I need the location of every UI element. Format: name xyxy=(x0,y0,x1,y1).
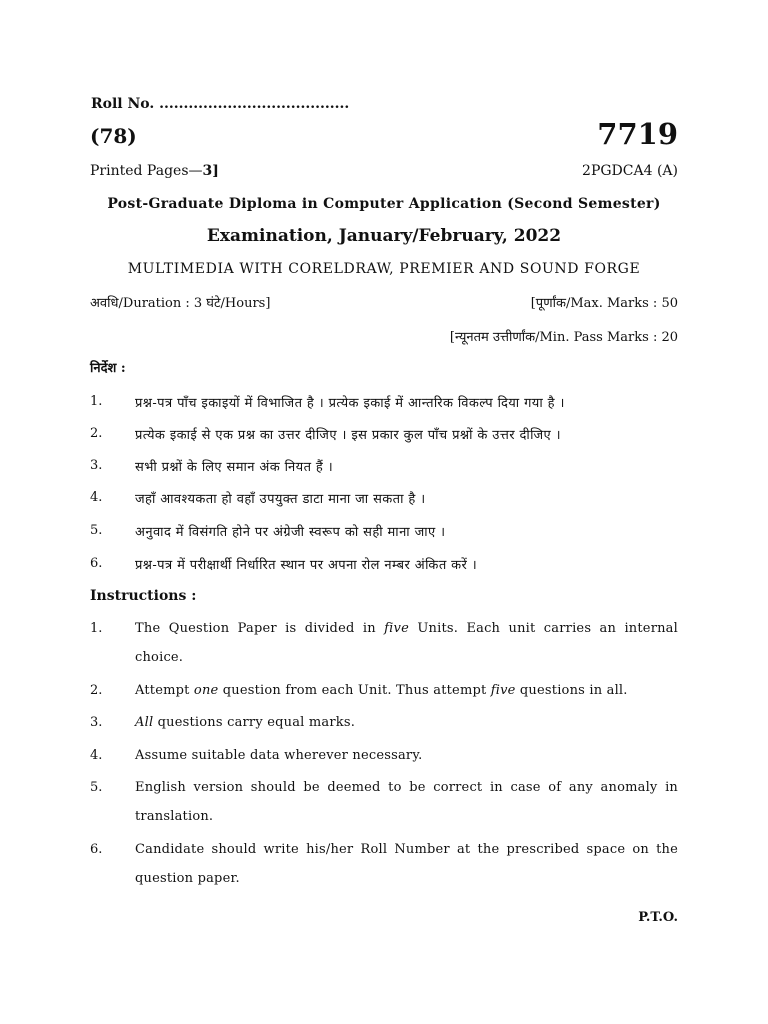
printed-pages-label: Printed Pages— xyxy=(90,163,203,179)
left-code: (78) xyxy=(90,124,137,148)
printed-pages xyxy=(90,163,219,179)
instruction-text: Attempt one question from each Unit. Thus attempt five questions in all. xyxy=(135,683,628,698)
pto-label: P.T.O. xyxy=(638,910,678,925)
max-marks: [पूर्णांक/Max. Marks : 50 xyxy=(530,296,678,311)
instruction-number: 2. xyxy=(90,683,103,698)
english-instructions-heading: Instructions : xyxy=(90,588,197,604)
emphasis: five xyxy=(384,621,409,636)
hindi-item-number: 3. xyxy=(90,458,103,473)
instruction-text: English version should be deemed to be correct in case of any anomaly in translation. xyxy=(135,780,678,824)
hindi-item-number: 5. xyxy=(90,523,103,538)
emphasis: five xyxy=(490,683,516,698)
paper-code: 2PGDCA4 (A) xyxy=(582,163,678,179)
emphasis: All xyxy=(135,715,154,730)
hindi-item-number: 1. xyxy=(90,394,103,409)
instruction-number: 1. xyxy=(90,621,103,636)
instruction-number: 5. xyxy=(90,780,103,795)
course-title: Post-Graduate Diploma in Computer Application (Second Semester) xyxy=(107,196,661,212)
subject-title: MULTIMEDIA WITH CORELDRAW, PREMIER AND SOUND FORGE xyxy=(127,261,641,277)
hindi-item-number: 4. xyxy=(90,490,103,505)
instruction-text: Candidate should write his/her Roll Number at the prescribed space on the question paper. xyxy=(135,842,678,886)
hindi-item-text: जहाँ आवश्यकता हो वहाँ उपयुक्त डाटा माना जा सकता है । xyxy=(135,492,426,507)
instruction-text: The Question Paper is divided in five Units. Each unit carries an internal choice. xyxy=(135,621,678,665)
roll-no-field: Roll No. ....................................... xyxy=(91,96,350,112)
hindi-item-text: प्रश्न-पत्र में परीक्षार्थी निर्धारित स्थान पर अपना रोल नम्बर अंकित करें । xyxy=(135,558,478,573)
exam-title: Examination, January/February, 2022 xyxy=(206,226,562,246)
instruction-number: 6. xyxy=(90,842,103,857)
hindi-instructions-heading: निर्देश : xyxy=(90,361,126,376)
hindi-item-number: 6. xyxy=(90,556,103,571)
instruction-number: 4. xyxy=(90,748,103,763)
hindi-item-text: प्रत्येक इकाई से एक प्रश्न का उत्तर दीजिए । इस प्रकार कुल पाँच प्रश्नों के उत्तर दीजिए । xyxy=(135,428,561,443)
pass-marks: [न्यूनतम उत्तीर्णांक/Min. Pass Marks : 20 xyxy=(449,330,678,345)
instruction-number: 3. xyxy=(90,715,103,730)
instruction-text: All questions carry equal marks. xyxy=(135,715,356,730)
hindi-item-text: प्रश्न-पत्र पाँच इकाइयों में विभाजित है । प्रत्येक इकाई में आन्तरिक विकल्प दिया गया है । xyxy=(135,396,565,411)
emphasis: one xyxy=(193,683,219,698)
hindi-item-number: 2. xyxy=(90,426,103,441)
instruction-text: Assume suitable data wherever necessary. xyxy=(135,748,423,763)
hindi-item-text: सभी प्रश्नों के लिए समान अंक नियत हैं । xyxy=(135,460,334,475)
hindi-item-text: अनुवाद में विसंगति होने पर अंग्रेजी स्वरूप को सही माना जाए । xyxy=(135,525,446,540)
printed-pages-value: 3] xyxy=(202,163,219,179)
duration: अवधि/Duration : 3 घंटे/Hours] xyxy=(90,296,271,311)
paper-number: 7719 xyxy=(597,117,678,151)
